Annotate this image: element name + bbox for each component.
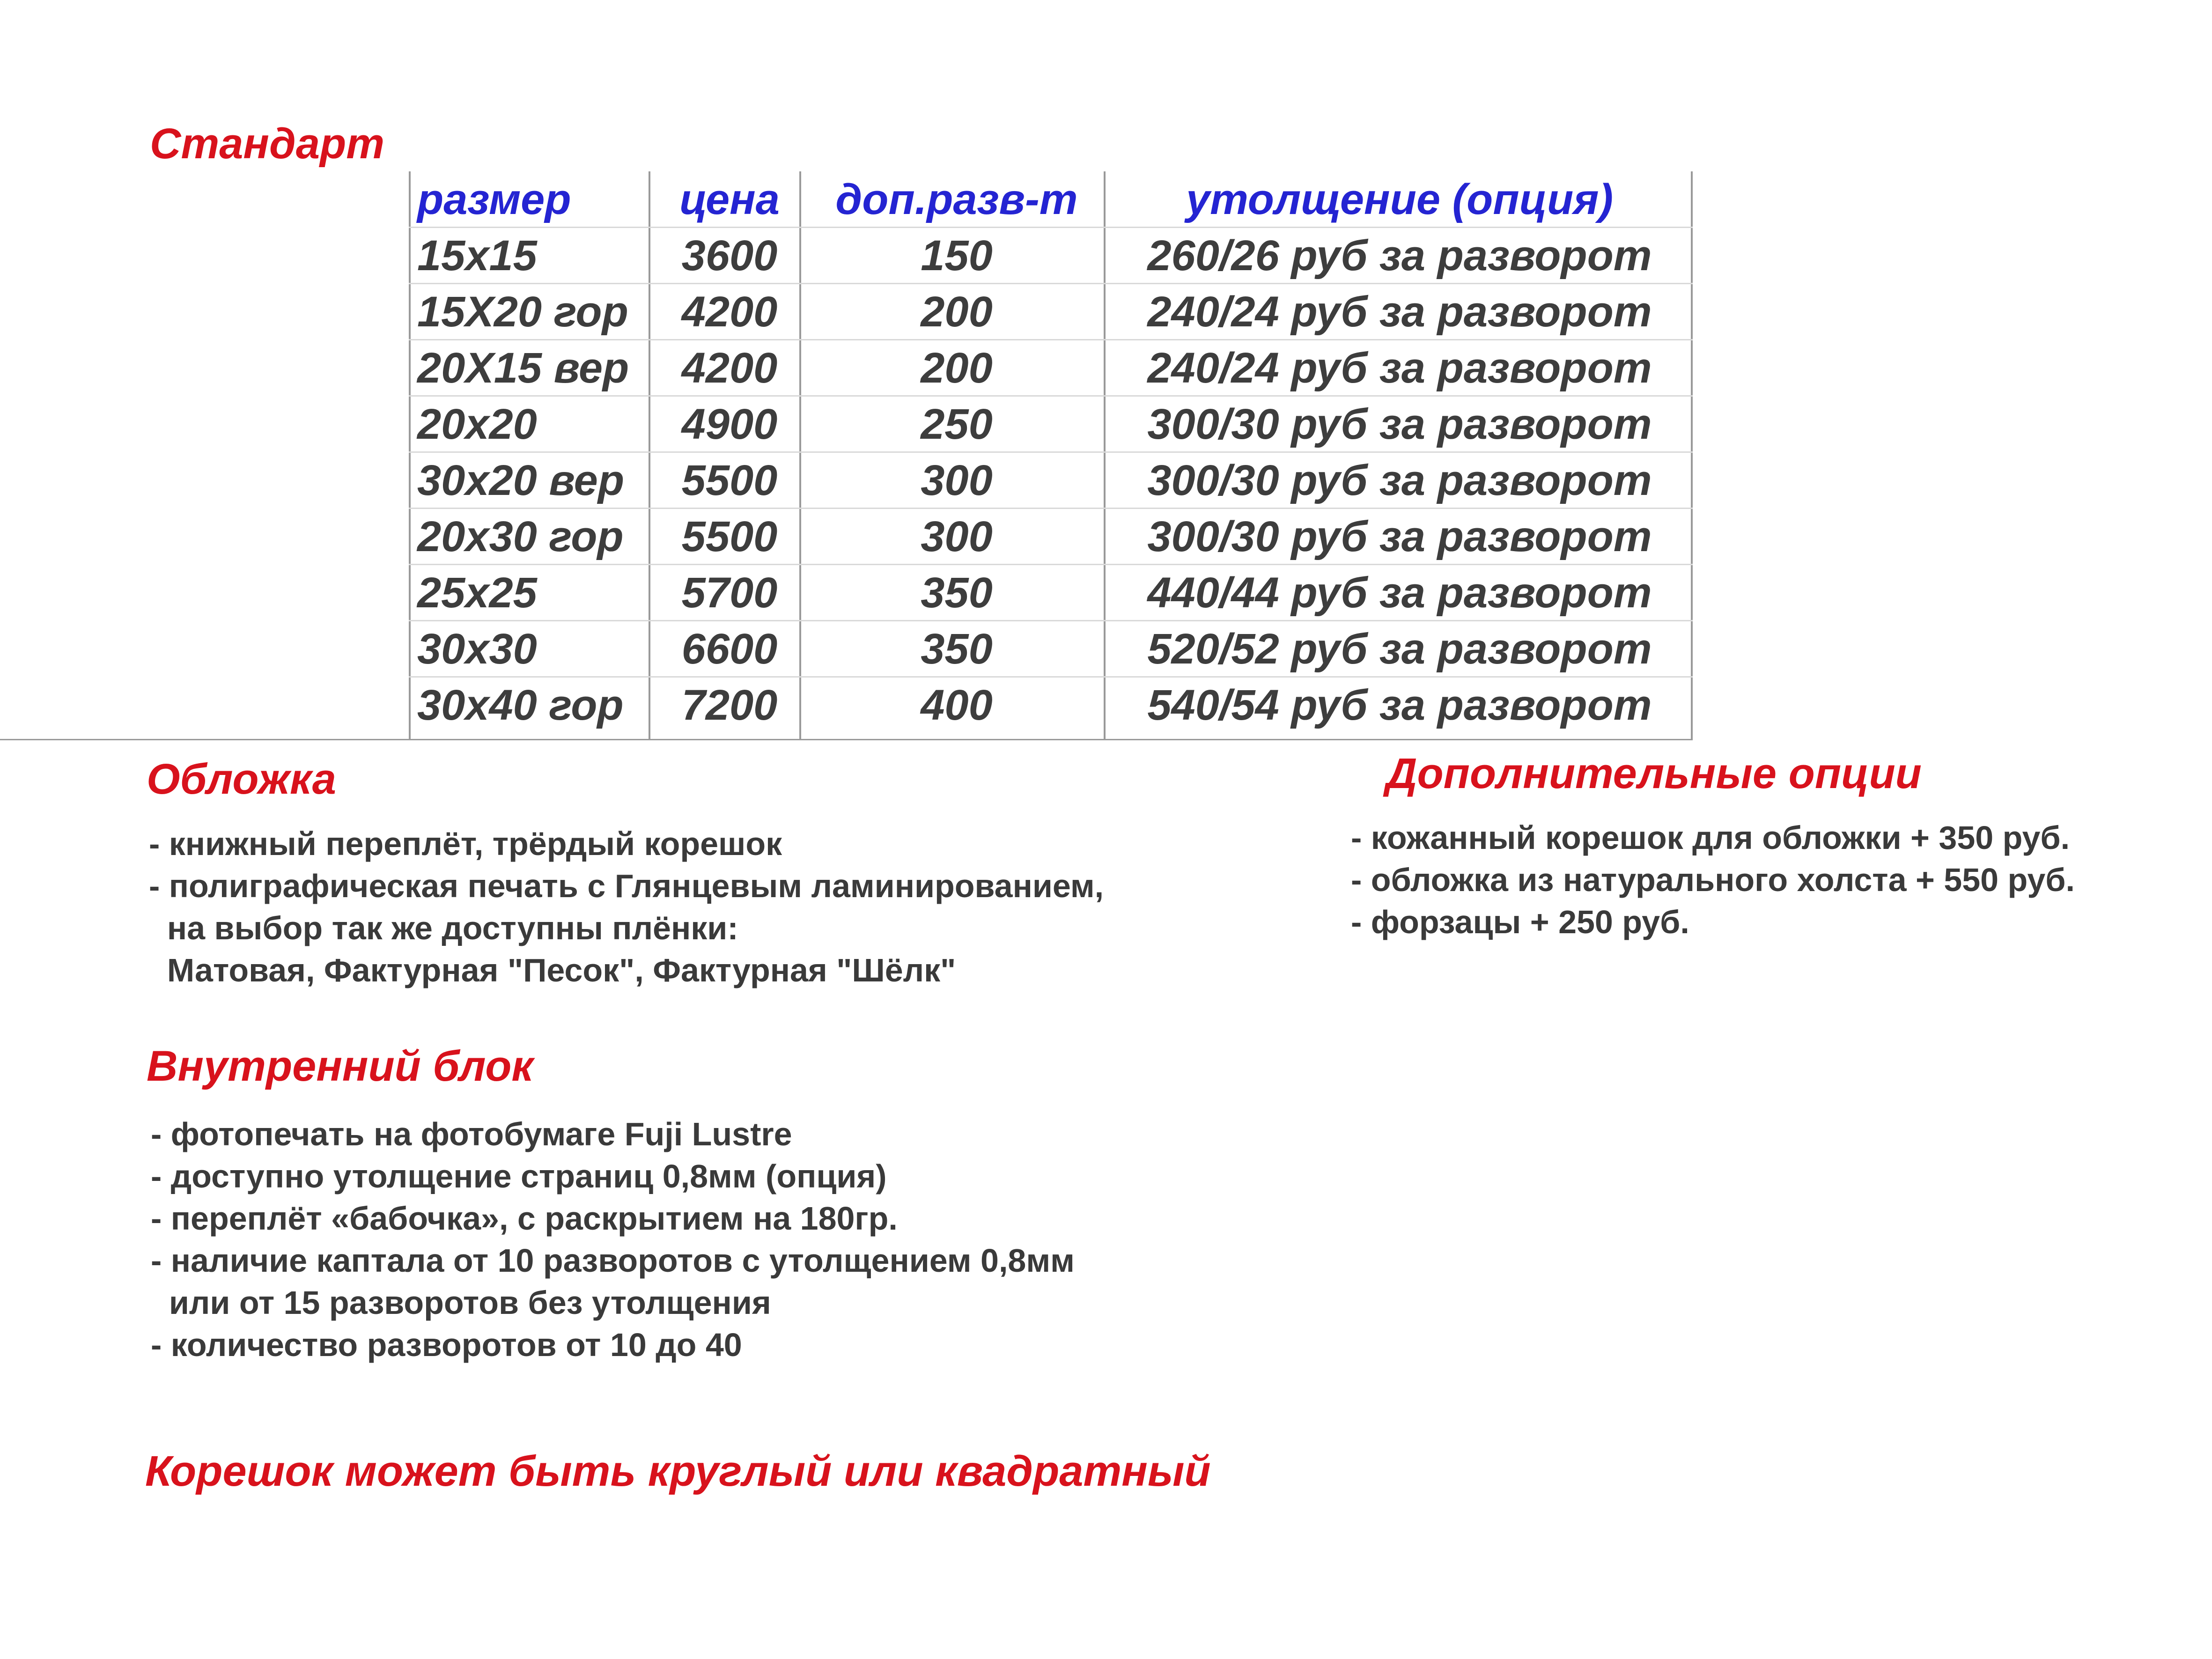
table-cell: 5500: [681, 513, 778, 560]
table-cell: 200: [921, 344, 993, 392]
inner-block-list: [151, 1113, 1075, 1366]
table-cell: 400: [921, 681, 993, 729]
extra-option-line: - обложка из натурального холста + 550 руб.: [1351, 862, 2075, 898]
table-cell: 350: [921, 625, 993, 673]
table-cell: 5500: [681, 457, 778, 504]
table-cell: 20Х15 вер: [417, 344, 629, 392]
standard-heading: Стандарт: [150, 120, 385, 168]
table-column-divider: [409, 171, 411, 740]
table-cell: 5700: [681, 569, 778, 617]
table-cell: 30х40 гор: [417, 681, 624, 729]
table-cell: 20х30 гор: [417, 513, 624, 560]
cover-line: - полиграфическая печать с Глянцевым ламинированием,: [149, 868, 1104, 904]
spine-note: Корешок может быть круглый или квадратный: [145, 1447, 1211, 1495]
table-cell: 300: [921, 457, 993, 504]
inner-block-line: - количество разворотов от 10 до 40: [151, 1327, 742, 1363]
table-cell: 4200: [681, 344, 778, 392]
cover-line: на выбор так же доступны плёнки:: [149, 910, 738, 946]
table-cell: 300/30 руб за разворот: [1147, 400, 1652, 448]
table-cell: 260/26 руб за разворот: [1147, 232, 1652, 280]
table-cell: 300: [921, 513, 993, 560]
extra-option-line: - форзацы + 250 руб.: [1351, 904, 1689, 940]
table-cell: 240/24 руб за разворот: [1147, 344, 1652, 392]
extra-option-line: - кожанный корешок для обложки + 350 руб.: [1351, 819, 2070, 856]
price-table: [409, 171, 1693, 740]
inner-block-line: или от 15 разворотов без утолщения: [151, 1284, 771, 1321]
table-header-cell: доп.разв-т: [835, 176, 1078, 223]
inner-block-line: - фотопечать на фотобумаге Fuji Lustre: [151, 1116, 792, 1152]
table-cell: 30х30: [417, 625, 537, 673]
table-cell: 3600: [681, 232, 778, 280]
table-cell: 6600: [681, 625, 778, 673]
table-cell: 440/44 руб за разворот: [1147, 569, 1652, 617]
cover-heading: Обложка: [147, 755, 336, 803]
table-cell: 300/30 руб за разворот: [1147, 457, 1652, 504]
table-cell: 240/24 руб за разворот: [1147, 288, 1652, 336]
cover-list: [149, 823, 1104, 991]
table-column-divider: [1691, 171, 1693, 740]
table-column-divider: [799, 171, 801, 740]
table-cell: 15х15: [417, 232, 537, 280]
inner-block-line: - переплёт «бабочка», с раскрытием на 180гр.: [151, 1200, 898, 1237]
inner-block-line: - наличие каптала от 10 разворотов с утолщением 0,8мм: [151, 1242, 1075, 1279]
table-cell: 7200: [681, 681, 778, 729]
table-cell: 350: [921, 569, 993, 617]
table-cell: 150: [921, 232, 993, 280]
table-column-divider: [1104, 171, 1106, 740]
table-header-cell: цена: [679, 176, 780, 223]
inner-block-line: - доступно утолщение страниц 0,8мм (опция): [151, 1158, 887, 1194]
table-cell: 540/54 руб за разворот: [1147, 681, 1652, 729]
table-cell: 30х20 вер: [417, 457, 625, 504]
table-cell: 15Х20 гор: [417, 288, 628, 336]
table-column-divider: [649, 171, 650, 740]
table-bottom-divider: [0, 739, 1693, 740]
extra-options-list: [1351, 817, 2075, 943]
table-header-cell: утолщение (опция): [1186, 176, 1614, 223]
cover-line: - книжный переплёт, трёрдый корешок: [149, 826, 782, 862]
table-cell: 200: [921, 288, 993, 336]
table-cell: 300/30 руб за разворот: [1147, 513, 1652, 560]
table-cell: 4900: [681, 400, 778, 448]
table-cell: 520/52 руб за разворот: [1147, 625, 1652, 673]
table-header-cell: размер: [417, 176, 571, 223]
table-cell: 20х20: [417, 400, 537, 448]
cover-line: Матовая, Фактурная "Песок", Фактурная "Шёлк": [149, 952, 956, 988]
inner-block-heading: Внутренний блок: [147, 1042, 534, 1090]
extra-options-heading: Дополнительные опции: [1386, 750, 1922, 797]
table-cell: 250: [921, 400, 993, 448]
table-cell: 25х25: [417, 569, 537, 617]
table-cell: 4200: [681, 288, 778, 336]
